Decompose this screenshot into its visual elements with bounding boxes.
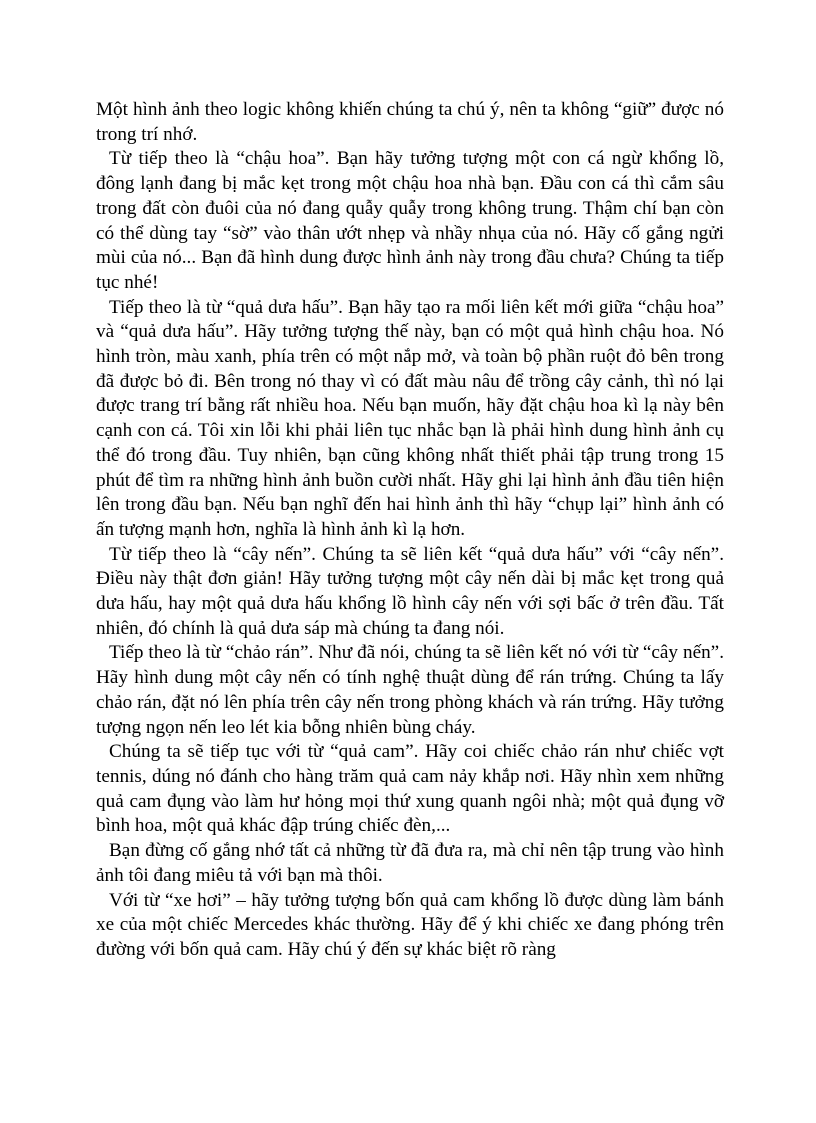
- paragraph: Tiếp theo là từ “chảo rán”. Như đã nói, chúng ta sẽ liên kết nó với từ “cây nến”. Hãy hình dung một cây nến có tính nghệ thuật dùng để rán trứng. Chúng ta lấy chảo rán, đặt nó lên phía trên cây nến trong phòng khách và rán trứng. Hãy tưởng tượng ngọn nến leo lét kia bỗng nhiên bùng cháy.: [96, 642, 724, 738]
- paragraph: Một hình ảnh theo logic không khiến chúng ta chú ý, nên ta không “giữ” được nó trong trí nhớ.: [96, 99, 724, 145]
- body-text: [96, 98, 724, 963]
- paragraph: Từ tiếp theo là “cây nến”. Chúng ta sẽ liên kết “quả dưa hấu” với “cây nến”. Điều này thật đơn giản! Hãy tưởng tượng một cây nến dài bị mắc kẹt trong quả dưa hấu, hay một quả dưa hấu khổng lồ hình cây nến với sợi bấc ở trên đầu. Tất nhiên, đó chính là quả dưa sáp mà chúng ta đang nói.: [96, 543, 724, 639]
- paragraph: Từ tiếp theo là “chậu hoa”. Bạn hãy tưởng tượng một con cá ngừ khổng lồ, đông lạnh đang bị mắc kẹt trong một chậu hoa nhà bạn. Đầu con cá thì cắm sâu trong đất còn đuôi của nó đang quẫy quẫy trong không trung. Thậm chí bạn còn có thể dùng tay “sờ” vào thân ướt nhẹp và nhầy nhụa của nó. Hãy cố gắng ngửi mùi của nó... Bạn đã hình dung được hình ảnh này trong đầu chưa? Chúng ta tiếp tục nhé!: [96, 148, 724, 293]
- paragraph: Bạn đừng cố gắng nhớ tất cả những từ đã đưa ra, mà chỉ nên tập trung vào hình ảnh tôi đang miêu tả với bạn mà thôi.: [96, 840, 724, 886]
- paragraph: Với từ “xe hơi” – hãy tưởng tượng bốn quả cam khổng lồ được dùng làm bánh xe của một chiếc Mercedes khác thường. Hãy để ý khi chiếc xe đang phóng trên đường với bốn quả cam. Hãy chú ý đến sự khác biệt rõ ràng: [96, 889, 724, 960]
- paragraph: Chúng ta sẽ tiếp tục với từ “quả cam”. Hãy coi chiếc chảo rán như chiếc vợt tennis, dúng nó đánh cho hàng trăm quả cam nảy khắp nơi. Hãy nhìn xem những quả cam đụng vào làm hư hỏng mọi thứ xung quanh ngôi nhà; một quả đụng vỡ bình hoa, một quả khác đập trúng chiếc đèn,...: [96, 741, 724, 837]
- paragraph: Tiếp theo là từ “quả dưa hấu”. Bạn hãy tạo ra mối liên kết mới giữa “chậu hoa” và “quả dưa hấu”. Hãy tưởng tượng thế này, bạn có một quả hình chậu hoa. Nó hình tròn, màu xanh, phía trên có một nắp mở, và toàn bộ phần ruột đỏ bên trong đã được bỏ đi. Bên trong nó thay vì có đất màu nâu để trồng cây cảnh, thì nó lại được trang trí bằng rất nhiều hoa. Nếu bạn muốn, hãy đặt chậu hoa kì lạ này bên cạnh con cá. Tôi xin lỗi khi phải liên tục nhắc bạn là phải hình dung hình ảnh cụ thể đó trong đầu. Tuy nhiên, bạn cũng không nhất thiết phải tập trung trong 15 phút để tìm ra những hình ảnh buồn cười nhất. Hãy ghi lại hình ảnh đầu tiên hiện lên trong đầu bạn. Nếu bạn nghĩ đến hai hình ảnh thì hãy “chụp lại” hình ảnh có ấn tượng mạnh hơn, nghĩa là hình ảnh kì lạ hơn.: [96, 296, 724, 540]
